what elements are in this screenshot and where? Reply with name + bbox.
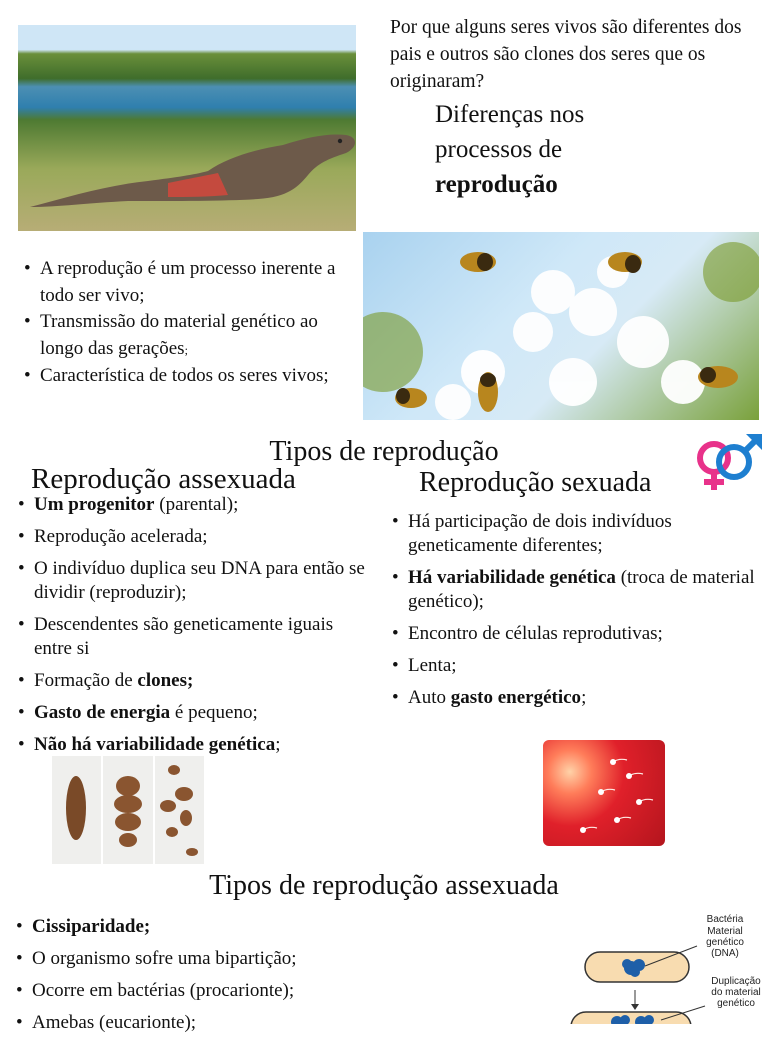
list-item — [18, 733, 368, 757]
list-item — [16, 975, 556, 1007]
duplication-label: Duplicação do material genético — [711, 976, 761, 1009]
list-item — [18, 493, 368, 517]
sperm-illustration — [543, 740, 665, 846]
list-item-text: Encontro de células reprodutivas; — [408, 623, 663, 644]
list-item — [392, 566, 764, 614]
list-item-text: Lenta; — [408, 655, 457, 676]
list-item — [18, 525, 368, 549]
list-item-text: Amebas (eucarionte); — [32, 1012, 197, 1033]
list-item-bold: Gasto de energia — [34, 702, 171, 723]
list-item-bold: gasto energético — [450, 687, 582, 708]
asexual-title: Reprodução assexuada — [31, 463, 296, 495]
intro-heading-line2: processos de — [435, 136, 563, 163]
list-item — [392, 510, 764, 558]
list-item-bold: Um progenitor — [34, 494, 155, 515]
asexual-list — [18, 493, 368, 765]
list-item-text: Reprodução acelerada; — [34, 526, 208, 547]
list-item-text: (parental); — [154, 494, 239, 515]
planaria-illustration — [52, 756, 204, 864]
list-item-text: Ocorre em bactérias (procarionte); — [32, 980, 295, 1001]
list-item — [392, 654, 764, 678]
planaria-photo — [52, 756, 204, 864]
list-item-text: Formação de — [34, 670, 138, 691]
gender-symbols-icon — [690, 432, 764, 494]
list-item-text: é pequeno; — [170, 702, 258, 723]
bees-illustration — [363, 232, 759, 420]
asexual-types-list — [16, 911, 556, 1039]
list-item: • A reprodução é um processo inerente a todo ser vivo; — [24, 256, 354, 309]
general-bullet-list — [24, 256, 354, 390]
list-item-text: (troca de material genético); — [408, 567, 755, 612]
list-item-bold: Cissiparidade; — [32, 916, 151, 937]
bacteria-diagram — [565, 910, 768, 1024]
bacteria-label: Bactéria — [706, 914, 744, 925]
list-item — [16, 943, 556, 975]
list-item — [392, 622, 764, 646]
list-item-text: Transmissão do material genético ao longo das gerações — [40, 311, 318, 359]
bacteria-cells-svg — [565, 910, 768, 1024]
intro-heading — [435, 97, 584, 202]
list-item-text: Há participação de dois indivíduos geneticamente diferentes; — [408, 511, 672, 556]
bees-flowers-photo — [363, 232, 759, 420]
sexual-list — [392, 510, 764, 718]
list-item — [24, 309, 354, 363]
list-item-text: Descendentes são geneticamente iguais entre si — [34, 614, 334, 659]
list-item — [16, 911, 556, 943]
list-item — [18, 669, 368, 693]
list-item — [18, 613, 368, 661]
lizard-illustration — [28, 97, 356, 207]
intro-question: Por que alguns seres vivos são diferentes dos pais e outros são clones dos seres que os originaram? — [390, 17, 742, 92]
fertilization-photo — [543, 740, 665, 846]
list-item-text: O organismo sofre uma bipartição; — [32, 948, 297, 969]
intro-heading-line3: reprodução — [435, 171, 558, 198]
list-item-text: O indivíduo duplica seu DNA para então se dividir (reproduzir); — [34, 558, 365, 603]
material-label: Material genético (DNA) — [706, 926, 744, 959]
list-item-text: ; — [581, 687, 587, 708]
sexual-title: Reprodução sexuada — [419, 467, 652, 498]
list-item-text: Auto — [408, 687, 451, 708]
list-item: • Característica de todos os seres vivos; — [24, 363, 354, 390]
list-item-bold: Há variabilidade genética — [408, 567, 616, 588]
types-title: Tipos de reprodução — [269, 436, 499, 467]
list-item — [18, 557, 368, 605]
asexual-types-title: Tipos de reprodução assexuada — [209, 870, 559, 901]
komodo-dragon-photo — [18, 25, 356, 231]
list-item — [18, 701, 368, 725]
list-item — [392, 686, 764, 710]
list-item-text: ; — [275, 734, 281, 755]
list-item — [16, 1007, 556, 1039]
intro-heading-line1: Diferenças nos — [435, 101, 585, 128]
list-item-semicolon: ; — [184, 342, 188, 357]
list-item-bold: clones; — [137, 670, 194, 691]
list-item-bold: Não há variabilidade genética — [34, 734, 276, 755]
